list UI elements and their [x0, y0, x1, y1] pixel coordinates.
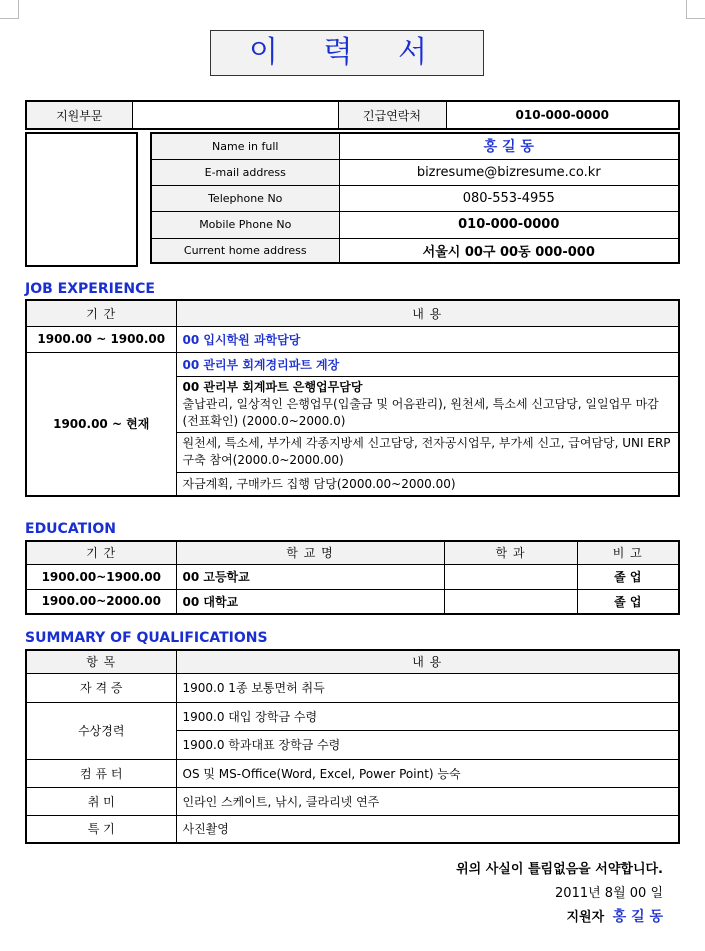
job-content-2d: 자금계획, 구매카드 집행 담당(2000.00~2000.00)	[176, 472, 679, 496]
photo-placeholder[interactable]	[25, 132, 138, 267]
award-value-1: 1900.0 대입 장학금 수령	[176, 702, 679, 730]
pledge-text: 위의 사실이 틀림없음을 서약합니다.	[456, 862, 663, 877]
computer-value: OS 및 MS-Office(Word, Excel, Power Point) 능숙	[176, 759, 679, 787]
signature-date: 2011년 8월 00 일	[555, 886, 663, 901]
applicant-label: 지원자	[566, 910, 605, 925]
job-period-1: 1900.00 ~ 1900.00	[26, 326, 176, 352]
page-corner-mark	[686, 0, 705, 19]
applicant-name: 홍 길 동	[612, 909, 663, 925]
special-skill-value: 사진촬영	[176, 815, 679, 843]
edu-major-header: 학 과	[444, 541, 577, 564]
license-value: 1900.0 1종 보통면허 취득	[176, 673, 679, 702]
dept-label: 지원부문	[26, 101, 132, 129]
job-experience-heading: JOB EXPERIENCE	[25, 281, 155, 297]
license-label: 자 격 증	[26, 673, 176, 702]
qualifications-heading: SUMMARY OF QUALIFICATIONS	[25, 630, 268, 646]
telephone-label: Telephone No	[151, 185, 339, 211]
edu-school: 00 고등학교	[176, 564, 444, 589]
telephone-value[interactable]: 080-553-4955	[339, 185, 679, 211]
header-info-table	[25, 100, 680, 130]
mobile-label: Mobile Phone No	[151, 211, 339, 238]
table-row	[26, 589, 679, 614]
document-title: 이 력 서	[210, 30, 484, 76]
job-content-2c: 원천세, 특소세, 부가세 각종지방세 신고담당, 전자공시업무, 부가세 신고, 급여담당, UNI ERP구축 참여(2000.0~2000.00)	[176, 432, 679, 472]
emergency-contact-label: 긴급연락처	[338, 101, 446, 129]
hobby-value: 인라인 스케이트, 낚시, 클라리넷 연주	[176, 787, 679, 815]
mobile-value[interactable]: 010-000-0000	[339, 211, 679, 238]
computer-label: 컴 퓨 터	[26, 759, 176, 787]
name-label: Name in full	[151, 133, 339, 159]
job-content-2a: 00 관리부 회계경리파트 계장	[176, 352, 679, 376]
special-skill-label: 특 기	[26, 815, 176, 843]
edu-note: 졸 업	[577, 564, 679, 589]
edu-major	[444, 564, 577, 589]
award-label: 수상경력	[26, 702, 176, 759]
applicant-signature	[566, 906, 663, 926]
job-period-2: 1900.00 ~ 현재	[26, 352, 176, 496]
hobby-label: 취 미	[26, 787, 176, 815]
award-value-2: 1900.0 학과대표 장학금 수령	[176, 730, 679, 759]
job-content-2b-desc: 출납관리, 일상적인 은행업무(입출금 및 어음관리), 원천세, 특소세 신고담당, 일일업무 마감(전표확인) (2000.0~2000.0)	[182, 396, 659, 428]
edu-note: 졸 업	[577, 589, 679, 614]
personal-info-table	[150, 132, 680, 264]
qual-item-header: 항 목	[26, 650, 176, 673]
job-experience-table	[25, 299, 680, 497]
email-value[interactable]: bizresume@bizresume.co.kr	[339, 159, 679, 185]
education-table	[25, 540, 680, 615]
edu-period-header: 기 간	[26, 541, 176, 564]
address-value[interactable]: 서울시 00구 00동 000-000	[339, 238, 679, 263]
job-content-1: 00 입시학원 과학담당	[176, 326, 679, 352]
qualifications-table	[25, 649, 680, 844]
job-content-header: 내 용	[176, 300, 679, 326]
edu-period: 1900.00~2000.00	[26, 589, 176, 614]
edu-note-header: 비 고	[577, 541, 679, 564]
table-row	[26, 564, 679, 589]
name-value[interactable]: 홍 길 동	[339, 133, 679, 159]
email-label: E-mail address	[151, 159, 339, 185]
job-content-2b	[176, 376, 679, 432]
page-corner-mark	[0, 0, 19, 19]
qual-content-header: 내 용	[176, 650, 679, 673]
edu-major	[444, 589, 577, 614]
emergency-contact-value[interactable]: 010-000-0000	[446, 101, 679, 129]
edu-school: 00 대학교	[176, 589, 444, 614]
edu-period: 1900.00~1900.00	[26, 564, 176, 589]
dept-field[interactable]	[132, 101, 338, 129]
education-heading: EDUCATION	[25, 521, 116, 537]
address-label: Current home address	[151, 238, 339, 263]
job-period-header: 기 간	[26, 300, 176, 326]
edu-school-header: 학 교 명	[176, 541, 444, 564]
job-content-2b-title: 00 관리부 회계파트 은행업무담당	[182, 379, 363, 394]
